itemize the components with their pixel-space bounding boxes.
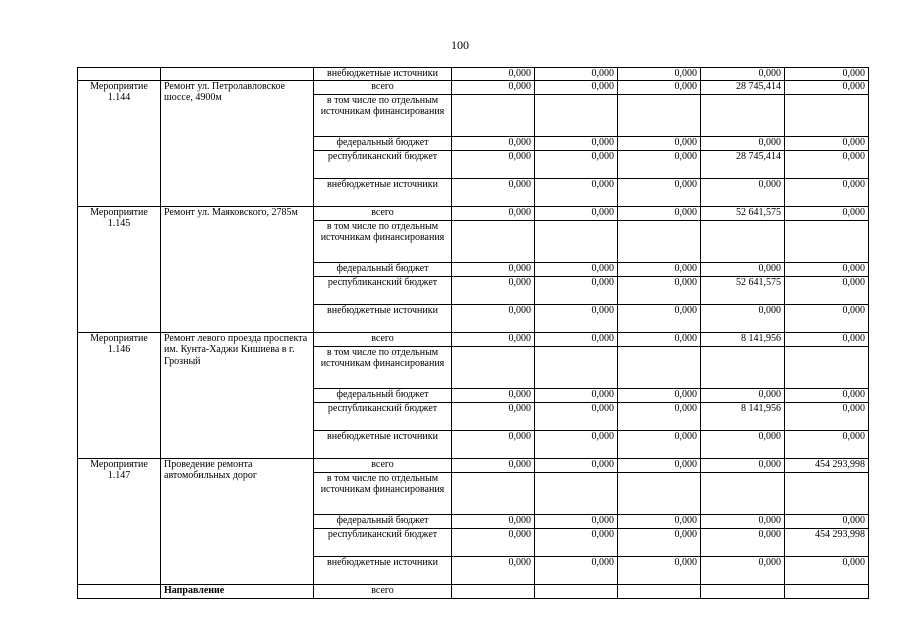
value-cell (618, 584, 701, 598)
value-cell: 52 641,575 (701, 276, 785, 304)
value-cell (452, 472, 535, 514)
source-cell: всего (314, 80, 452, 94)
event-cell: Мероприятие 1.146 (78, 332, 161, 458)
value-cell: 0,000 (618, 528, 701, 556)
value-cell: 0,000 (785, 262, 869, 276)
source-cell: всего (314, 584, 452, 598)
value-cell (535, 220, 618, 262)
value-cell: 0,000 (701, 528, 785, 556)
value-cell: 0,000 (618, 402, 701, 430)
value-cell (701, 584, 785, 598)
value-cell: 0,000 (452, 68, 535, 81)
value-cell: 0,000 (535, 388, 618, 402)
value-cell: 0,000 (535, 556, 618, 584)
value-cell: 0,000 (785, 388, 869, 402)
value-cell (535, 94, 618, 136)
value-cell: 0,000 (452, 206, 535, 220)
source-cell: республиканский бюджет (314, 528, 452, 556)
value-cell: 0,000 (535, 150, 618, 178)
value-cell: 0,000 (618, 178, 701, 206)
value-cell: 0,000 (618, 276, 701, 304)
name-cell: Ремонт ул. Маяковского, 2785м (161, 206, 314, 332)
value-cell (452, 584, 535, 598)
value-cell (701, 346, 785, 388)
value-cell: 0,000 (535, 262, 618, 276)
value-cell (535, 472, 618, 514)
value-cell: 0,000 (535, 276, 618, 304)
value-cell: 0,000 (785, 304, 869, 332)
value-cell (618, 346, 701, 388)
name-cell: Проведение ремонта автомобильных дорог (161, 458, 314, 584)
source-cell: федеральный бюджет (314, 514, 452, 528)
value-cell: 0,000 (452, 80, 535, 94)
value-cell: 0,000 (785, 402, 869, 430)
value-cell: 0,000 (701, 556, 785, 584)
value-cell (785, 94, 869, 136)
value-cell: 0,000 (785, 276, 869, 304)
value-cell: 0,000 (452, 528, 535, 556)
source-cell: внебюджетные источники (314, 556, 452, 584)
value-cell: 0,000 (618, 80, 701, 94)
value-cell: 0,000 (701, 514, 785, 528)
value-cell: 0,000 (618, 68, 701, 81)
value-cell: 0,000 (785, 430, 869, 458)
value-cell (785, 584, 869, 598)
value-cell: 0,000 (452, 556, 535, 584)
value-cell: 0,000 (618, 430, 701, 458)
value-cell: 0,000 (618, 304, 701, 332)
source-cell: внебюджетные источники (314, 430, 452, 458)
table-row (78, 206, 869, 220)
source-cell: в том числе по отдельным источникам финансирования (314, 472, 452, 514)
value-cell (701, 472, 785, 514)
source-cell: всего (314, 206, 452, 220)
value-cell: 0,000 (452, 304, 535, 332)
source-cell: федеральный бюджет (314, 388, 452, 402)
value-cell: 0,000 (785, 80, 869, 94)
source-cell: всего (314, 458, 452, 472)
value-cell: 0,000 (535, 206, 618, 220)
value-cell: 52 641,575 (701, 206, 785, 220)
value-cell: 0,000 (535, 332, 618, 346)
event-cell: Мероприятие 1.147 (78, 458, 161, 584)
source-cell: в том числе по отдельным источникам финансирования (314, 94, 452, 136)
value-cell: 0,000 (452, 178, 535, 206)
value-cell: 8 141,956 (701, 402, 785, 430)
name-cell: Направление (161, 584, 314, 598)
value-cell: 0,000 (452, 402, 535, 430)
value-cell: 0,000 (701, 430, 785, 458)
source-cell: всего (314, 332, 452, 346)
value-cell: 8 141,956 (701, 332, 785, 346)
value-cell: 0,000 (535, 528, 618, 556)
value-cell: 0,000 (785, 68, 869, 81)
value-cell: 0,000 (618, 262, 701, 276)
name-cell: Ремонт ул. Петролавловское шоссе, 4900м (161, 80, 314, 206)
table-body (78, 68, 869, 599)
value-cell: 0,000 (452, 136, 535, 150)
value-cell: 0,000 (785, 556, 869, 584)
value-cell: 0,000 (701, 68, 785, 81)
value-cell: 0,000 (785, 136, 869, 150)
value-cell: 28 745,414 (701, 150, 785, 178)
source-cell: внебюджетные источники (314, 304, 452, 332)
budget-table (77, 67, 869, 599)
value-cell: 0,000 (452, 262, 535, 276)
value-cell: 0,000 (785, 332, 869, 346)
value-cell: 0,000 (701, 178, 785, 206)
value-cell: 0,000 (785, 514, 869, 528)
value-cell: 0,000 (535, 402, 618, 430)
value-cell: 0,000 (701, 388, 785, 402)
value-cell (785, 472, 869, 514)
source-cell: республиканский бюджет (314, 276, 452, 304)
event-cell: Мероприятие 1.145 (78, 206, 161, 332)
source-cell: внебюджетные источники (314, 178, 452, 206)
value-cell: 0,000 (618, 514, 701, 528)
source-cell: в том числе по отдельным источникам финансирования (314, 346, 452, 388)
value-cell: 0,000 (618, 388, 701, 402)
value-cell (452, 94, 535, 136)
table-row (78, 80, 869, 94)
name-cell (161, 68, 314, 81)
name-cell: Ремонт левого проезда проспекта им. Кунта-Хаджи Кишиева в г. Грозный (161, 332, 314, 458)
value-cell: 0,000 (535, 136, 618, 150)
table-row (78, 584, 869, 598)
event-cell (78, 584, 161, 598)
page-number: 100 (451, 38, 469, 52)
value-cell: 0,000 (535, 178, 618, 206)
source-cell: республиканский бюджет (314, 402, 452, 430)
value-cell (785, 220, 869, 262)
value-cell: 0,000 (701, 262, 785, 276)
value-cell (618, 94, 701, 136)
value-cell: 0,000 (618, 556, 701, 584)
value-cell: 0,000 (618, 136, 701, 150)
value-cell (452, 346, 535, 388)
value-cell: 0,000 (535, 304, 618, 332)
value-cell: 0,000 (452, 150, 535, 178)
value-cell (452, 220, 535, 262)
value-cell: 0,000 (452, 458, 535, 472)
source-cell: республиканский бюджет (314, 150, 452, 178)
source-cell: федеральный бюджет (314, 262, 452, 276)
value-cell: 0,000 (785, 178, 869, 206)
table-row (78, 332, 869, 346)
value-cell: 0,000 (452, 388, 535, 402)
value-cell (535, 346, 618, 388)
value-cell: 0,000 (785, 206, 869, 220)
value-cell: 0,000 (452, 332, 535, 346)
event-cell: Мероприятие 1.144 (78, 80, 161, 206)
value-cell: 0,000 (701, 304, 785, 332)
source-cell: внебюджетные источники (314, 68, 452, 81)
value-cell: 0,000 (452, 514, 535, 528)
value-cell: 28 745,414 (701, 80, 785, 94)
table-row (78, 68, 869, 81)
table-row (78, 458, 869, 472)
value-cell: 0,000 (701, 458, 785, 472)
value-cell: 0,000 (535, 458, 618, 472)
value-cell: 454 293,998 (785, 458, 869, 472)
value-cell (618, 472, 701, 514)
value-cell (618, 220, 701, 262)
source-cell: федеральный бюджет (314, 136, 452, 150)
value-cell: 0,000 (535, 68, 618, 81)
value-cell: 0,000 (618, 206, 701, 220)
value-cell (701, 220, 785, 262)
value-cell: 454 293,998 (785, 528, 869, 556)
value-cell: 0,000 (535, 514, 618, 528)
value-cell: 0,000 (785, 150, 869, 178)
value-cell (535, 584, 618, 598)
value-cell: 0,000 (618, 150, 701, 178)
value-cell: 0,000 (535, 80, 618, 94)
value-cell: 0,000 (452, 430, 535, 458)
value-cell: 0,000 (701, 136, 785, 150)
event-cell (78, 68, 161, 81)
value-cell: 0,000 (535, 430, 618, 458)
value-cell: 0,000 (618, 458, 701, 472)
value-cell (785, 346, 869, 388)
source-cell: в том числе по отдельным источникам финансирования (314, 220, 452, 262)
value-cell (701, 94, 785, 136)
value-cell: 0,000 (618, 332, 701, 346)
value-cell: 0,000 (452, 276, 535, 304)
